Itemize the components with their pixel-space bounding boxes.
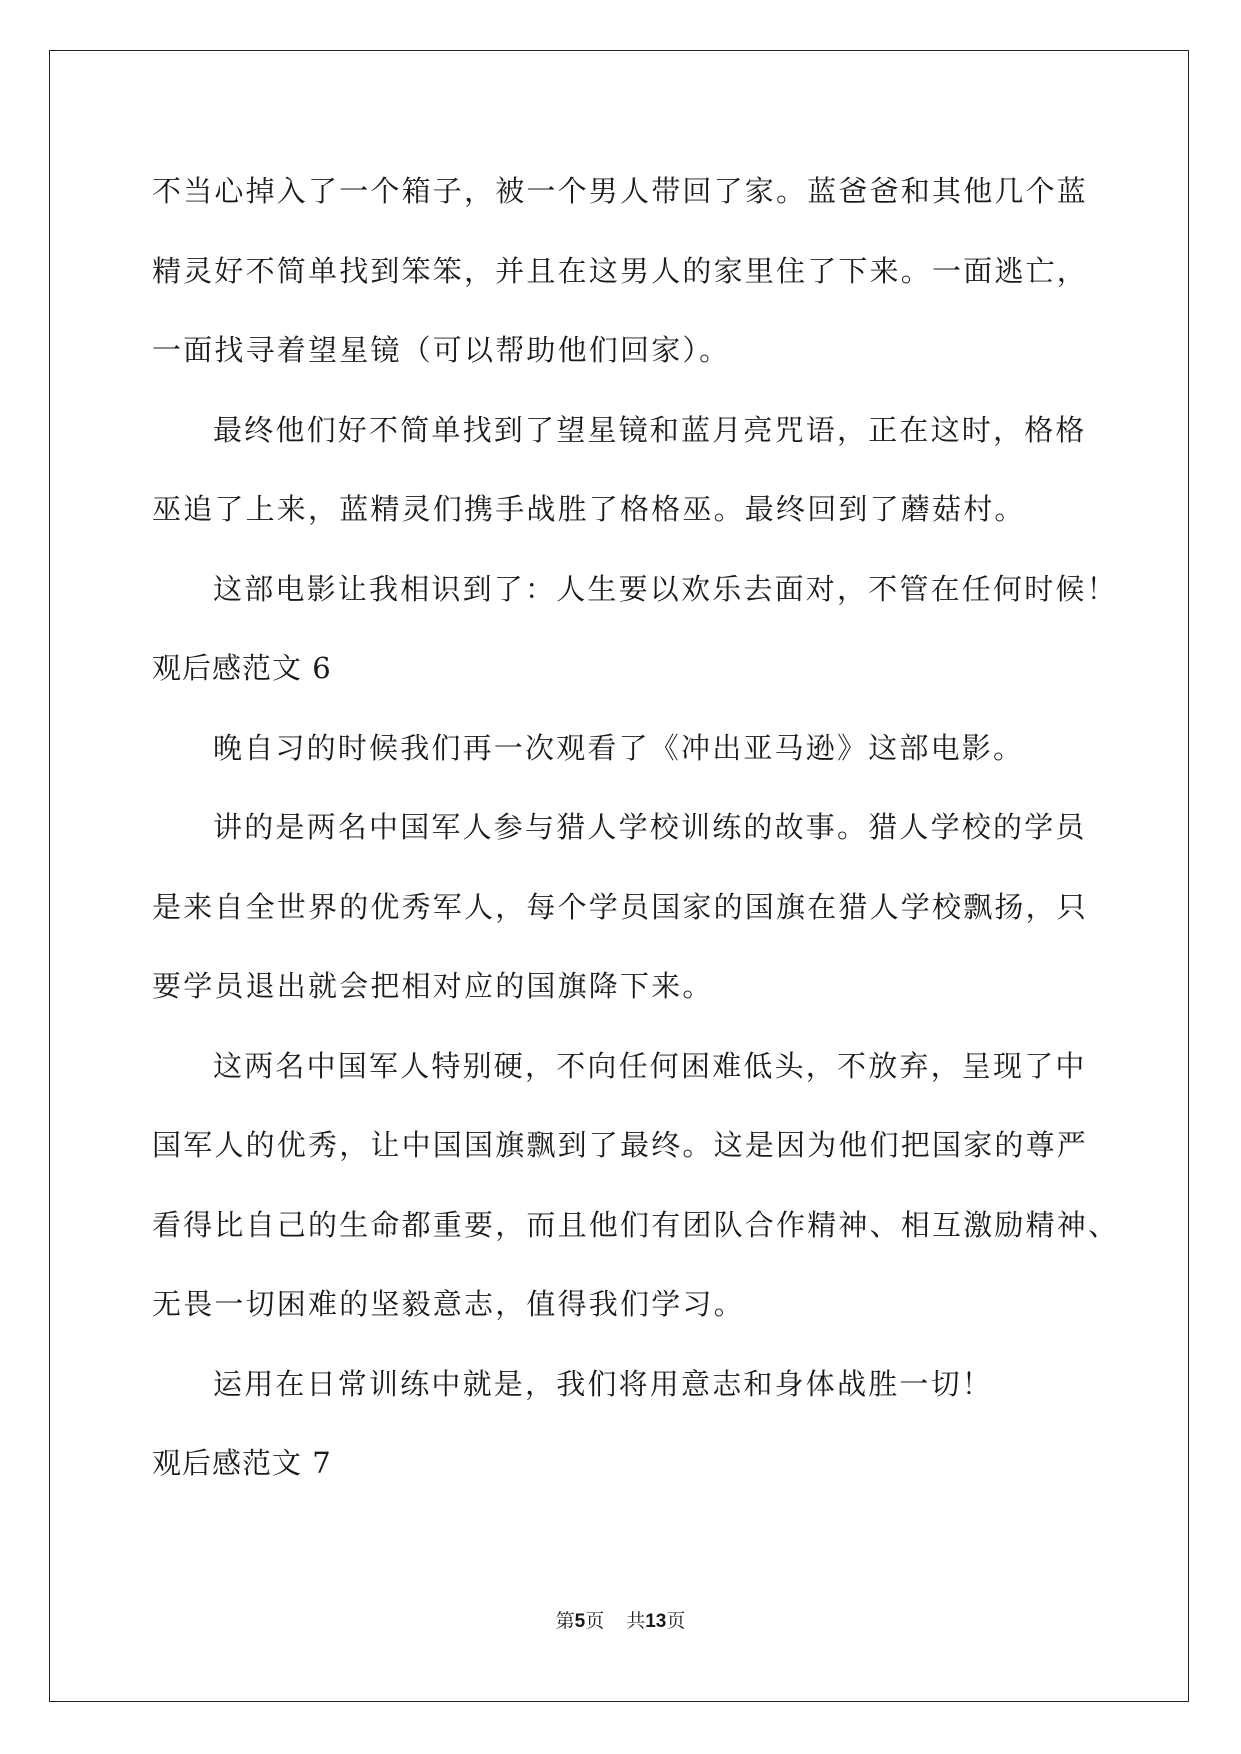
footer-page-prefix: 第 <box>555 1610 575 1632</box>
text-line: 国军人的优秀，让中国国旗飘到了最终。这是因为他们把国家的尊严 <box>152 1128 1089 1162</box>
text-line: 这部电影让我相识到了：人生要以欢乐去面对，不管在任何时候！ <box>213 571 1118 606</box>
text-line: 讲的是两名中国军人参与猎人学校训练的故事。猎人学校的学员 <box>213 810 1087 844</box>
footer-page-total: 13 <box>645 1611 667 1632</box>
document-body <box>152 163 1120 1515</box>
page-footer <box>0 1606 1241 1633</box>
text-line: 运用在日常训练中就是，我们将用意志和身体战胜一切！ <box>213 1366 994 1401</box>
text-line: 要学员退出就会把相对应的国旗降下来。 <box>152 969 714 1003</box>
text-line: 不当心掉入了一个箱子，被一个男人带回了家。蓝爸爸和其他几个蓝 <box>152 174 1089 208</box>
text-line: 是来自全世界的优秀军人，每个学员国家的国旗在猎人学校飘扬，只 <box>152 889 1089 924</box>
footer-total-unit: 页 <box>666 1610 686 1632</box>
text-line: 巫追了上来，蓝精灵们携手战胜了格格巫。最终回到了蘑菇村。 <box>152 492 1026 526</box>
section-heading: 观后感范文 7 <box>152 1446 332 1480</box>
text-line: 一面找寻着望星镜（可以帮助他们回家）。 <box>152 333 731 367</box>
text-line: 无畏一切困难的坚毅意志，值得我们学习。 <box>152 1287 745 1321</box>
footer-page-unit: 页 <box>585 1610 605 1632</box>
footer-page-current: 5 <box>574 1611 586 1632</box>
text-line: 这两名中国军人特别硬，不向任何困难低头，不放弃，呈现了中 <box>213 1048 1087 1083</box>
text-line: 精灵好不简单找到笨笨，并且在这男人的家里住了下来。一面逃亡， <box>152 253 1089 288</box>
text-line: 晚自习的时候我们再一次观看了《冲出亚马逊》这部电影。 <box>213 730 1025 765</box>
text-line: 最终他们好不简单找到了望星镜和蓝月亮咒语，正在这时，格格 <box>213 412 1087 447</box>
footer-total-prefix: 共 <box>626 1610 646 1632</box>
section-heading: 观后感范文 6 <box>152 651 332 685</box>
text-line: 看得比自己的生命都重要，而且他们有团队合作精神、相互激励精神、 <box>152 1207 1120 1242</box>
